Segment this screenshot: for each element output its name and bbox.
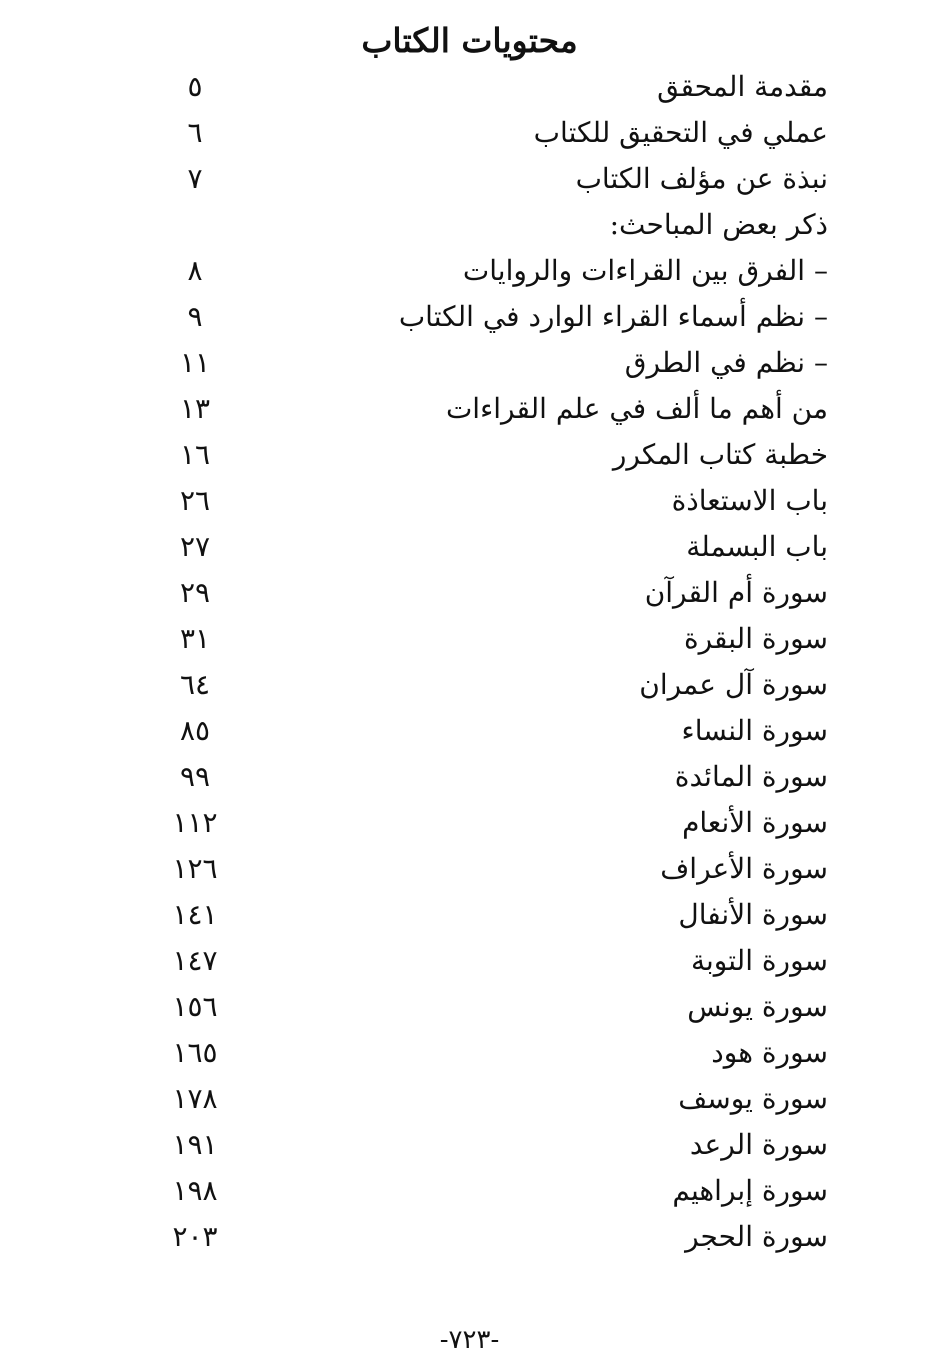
toc-entry-title: سورة آل عمران — [639, 668, 828, 701]
toc-entry-page: ٩٩ — [179, 760, 211, 793]
toc-entry-page: ٦٤ — [179, 668, 211, 701]
toc-entry-title: سورة الأنعام — [682, 806, 828, 839]
page-title: محتويات الكتاب — [361, 21, 578, 60]
toc-entry-title: خطبة كتاب المكرر — [612, 438, 828, 471]
toc-entry — [150, 294, 828, 340]
toc-entry-title: من أهم ما ألف في علم القراءات — [445, 392, 828, 425]
toc-entry — [150, 64, 828, 110]
toc-entry-title: سورة البقرة — [683, 622, 828, 655]
page-number: -٧٢٣- — [439, 1325, 500, 1355]
toc-entry — [150, 1030, 828, 1076]
toc-entry-title: عملي في التحقيق للكتاب — [533, 116, 828, 149]
toc-entry — [150, 570, 828, 616]
toc-entry-page: ٢٩ — [179, 576, 211, 609]
toc-entry-page: ٩ — [187, 300, 203, 333]
toc-entry — [150, 156, 828, 202]
toc-entry — [150, 202, 828, 248]
toc-entry-title: سورة الأنفال — [678, 898, 828, 931]
toc-entry-page: ٨٥ — [179, 714, 211, 747]
toc-entry-page: ١٤١ — [172, 898, 218, 931]
toc-entry-title: سورة يونس — [687, 990, 828, 1023]
toc-entry-title: سورة الحجر — [685, 1220, 828, 1253]
toc-entry — [150, 938, 828, 984]
table-of-contents — [150, 64, 828, 1260]
toc-entry — [150, 616, 828, 662]
toc-entry — [150, 800, 828, 846]
toc-entry-title: سورة النساء — [681, 714, 828, 747]
toc-entry-title: – نظم في الطرق — [624, 346, 828, 379]
toc-entry-page: ٦ — [187, 116, 203, 149]
toc-entry — [150, 524, 828, 570]
toc-entry-page: ٧ — [187, 162, 203, 195]
toc-entry — [150, 1168, 828, 1214]
toc-entry-page: ٢٧ — [179, 530, 211, 563]
toc-entry — [150, 1076, 828, 1122]
toc-entry — [150, 892, 828, 938]
toc-entry — [150, 110, 828, 156]
toc-entry — [150, 386, 828, 432]
toc-entry-page: ١٥٦ — [172, 990, 218, 1023]
toc-entry-title: سورة المائدة — [674, 760, 828, 793]
toc-entry-title: سورة التوبة — [690, 944, 828, 977]
toc-entry — [150, 432, 828, 478]
toc-entry-page: ١٢٦ — [172, 852, 218, 885]
toc-entry-title: سورة الرعد — [689, 1128, 828, 1161]
toc-entry — [150, 248, 828, 294]
toc-entry-page: ١٩٨ — [172, 1174, 218, 1207]
toc-entry-page: ٥ — [187, 70, 203, 103]
toc-entry — [150, 1122, 828, 1168]
toc-entry-page: ٢٦ — [179, 484, 211, 517]
toc-entry-page: ١١ — [179, 346, 211, 379]
toc-entry-page: ١١٢ — [172, 806, 218, 839]
toc-entry-page: ١٧٨ — [172, 1082, 218, 1115]
toc-entry-title: سورة أم القرآن — [644, 576, 828, 609]
toc-entry-title: باب الاستعاذة — [671, 484, 828, 517]
toc-entry-title: – نظم أسماء القراء الوارد في الكتاب — [398, 300, 828, 333]
toc-entry-title: باب البسملة — [686, 530, 828, 563]
toc-entry-title: سورة هود — [711, 1036, 828, 1069]
toc-entry-page: ١٩١ — [172, 1128, 218, 1161]
toc-entry-page: ١٦ — [179, 438, 211, 471]
toc-entry-page: ١٦٥ — [172, 1036, 218, 1069]
toc-entry-page: ١٣ — [179, 392, 211, 425]
toc-entry-title: نبذة عن مؤلف الكتاب — [575, 162, 828, 195]
toc-entry-page: ٨ — [187, 254, 203, 287]
toc-entry — [150, 1214, 828, 1260]
toc-entry — [150, 754, 828, 800]
toc-entry — [150, 478, 828, 524]
toc-entry-title: ذكر بعض المباحث: — [609, 208, 828, 241]
toc-entry-page: ١٤٧ — [172, 944, 218, 977]
toc-entry-title: سورة إبراهيم — [672, 1174, 828, 1207]
toc-entry-title: سورة الأعراف — [660, 852, 828, 885]
toc-entry — [150, 708, 828, 754]
toc-entry — [150, 846, 828, 892]
toc-entry-page: ٣١ — [179, 622, 211, 655]
toc-entry — [150, 662, 828, 708]
toc-entry — [150, 340, 828, 386]
toc-entry-page: ٢٠٣ — [172, 1220, 218, 1253]
toc-entry — [150, 984, 828, 1030]
toc-entry-title: مقدمة المحقق — [657, 70, 828, 103]
toc-entry-title: – الفرق بين القراءات والروايات — [462, 254, 828, 287]
toc-entry-title: سورة يوسف — [678, 1082, 828, 1115]
